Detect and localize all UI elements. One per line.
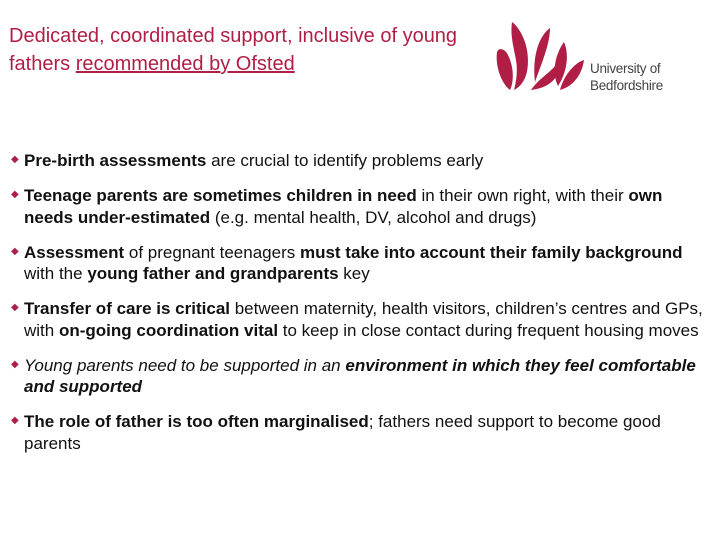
- bullet-text: with the: [24, 264, 88, 283]
- bullet-item: [10, 355, 710, 398]
- university-logo-mark-icon: [494, 22, 586, 92]
- bullet-bold-text: must take into account their family background: [299, 242, 683, 262]
- diamond-bullet-icon: ◆: [11, 302, 19, 313]
- logo-line-2: Bedfordshire: [590, 78, 663, 93]
- bullet-text: (e.g. mental health, DV, alcohol and drugs): [210, 207, 537, 227]
- bullet-bold-text: Teenage parents are sometimes children in need: [24, 186, 417, 205]
- title-text: Dedicated, coordinated support, inclusive of young fathers: [9, 25, 458, 75]
- bullet-text: are crucial to identify problems early: [206, 151, 484, 170]
- bullet-bold-text: The role of father is too often marginalised: [24, 412, 369, 431]
- bullet-bold-text: on-going coordination vital: [58, 320, 279, 340]
- bullet-text: of pregnant teenagers: [124, 242, 300, 262]
- bullet-item: [10, 242, 710, 285]
- diamond-bullet-icon: ◆: [11, 358, 19, 370]
- bullet-text: to keep in close contact during frequent housing moves: [278, 320, 699, 340]
- bullet-item: [10, 298, 710, 341]
- bullet-text: between maternity, health visitors, children’s centres and GPs, with: [24, 299, 703, 340]
- diamond-bullet-icon: ◆: [11, 154, 19, 165]
- bullet-item: [10, 411, 710, 454]
- bullet-text: in their own right, with their: [416, 186, 629, 205]
- bullet-bold-italic-text: environment in which they feel comfortable and supported: [24, 355, 696, 396]
- title-underlined-text: recommended by Ofsted: [75, 53, 295, 75]
- slide-title: [9, 22, 489, 78]
- bullet-bold-text: Transfer of care is critical: [24, 299, 230, 318]
- diamond-bullet-icon: ◆: [11, 245, 19, 257]
- university-logo-text: [590, 60, 663, 94]
- bullet-list: [10, 150, 710, 468]
- bullet-item: [10, 185, 710, 228]
- bullet-item: [10, 150, 710, 172]
- bullet-bold-text: own needs under-estimated: [24, 186, 663, 227]
- bullet-bold-text: young father and grandparents: [87, 264, 339, 283]
- logo-line-1: University of: [590, 61, 661, 76]
- bullet-text: key: [338, 264, 370, 283]
- diamond-bullet-icon: ◆: [11, 415, 19, 426]
- diamond-bullet-icon: ◆: [11, 189, 19, 200]
- bullet-italic-text: Young parents need to be supported in an: [24, 355, 346, 375]
- bullet-text: ; fathers need support to become good parents: [24, 412, 661, 453]
- bullet-bold-text: Pre-birth assessments: [24, 151, 207, 170]
- bullet-bold-text: Assessment: [24, 242, 125, 262]
